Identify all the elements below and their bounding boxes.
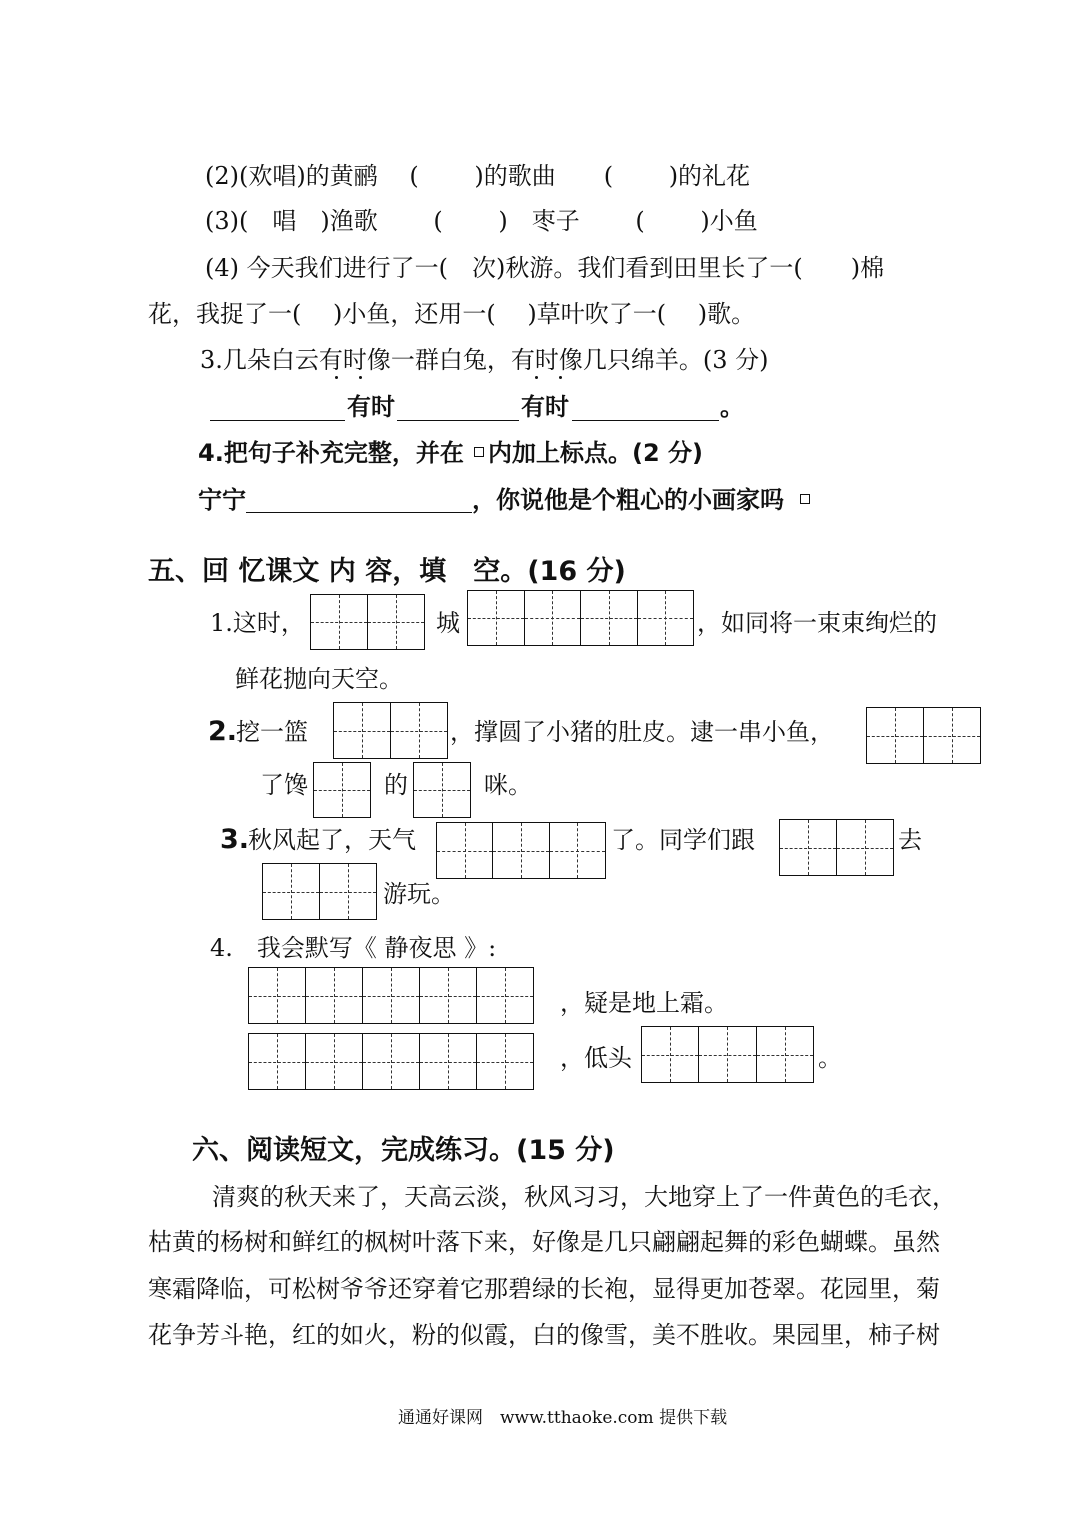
section-5-heading: 五、回 忆课文 内 容，填 空。(16 分): [148, 556, 626, 587]
writing-grid[interactable]: [333, 702, 448, 759]
s5-q1-pre: 1.这时，: [210, 609, 305, 637]
s5-q2-line2a: 了馋: [260, 771, 308, 799]
s5-q3-num: 3.: [220, 824, 250, 855]
emphasis-dot: [359, 376, 362, 379]
answer-blank[interactable]: [210, 420, 345, 421]
emphasis-dot: [535, 376, 538, 379]
writing-grid[interactable]: [310, 594, 425, 650]
q3-word-2: 有时: [521, 393, 569, 421]
punctuation-box[interactable]: [800, 494, 810, 504]
writing-grid[interactable]: [866, 707, 981, 764]
s5-q3-mid: 了。同学们跟: [611, 826, 755, 854]
page-footer: 通通好课网 www.tthaoke.com 提供下载: [398, 1408, 728, 1428]
writing-grid[interactable]: [313, 762, 371, 818]
q3-end: 。: [720, 393, 744, 421]
writing-grid[interactable]: [641, 1026, 814, 1083]
q2-line-3: (3)( 唱 )渔歌 ( ) 枣子 ( )小鱼: [205, 207, 758, 235]
answer-blank[interactable]: [572, 420, 719, 421]
writing-grid[interactable]: [248, 1033, 534, 1090]
s5-q4-line1-tail: ，疑是地上霜。: [560, 989, 728, 1017]
answer-blank[interactable]: [246, 512, 472, 513]
s5-q2-line2c: 咪。: [484, 771, 532, 799]
s5-q3-end: 去: [898, 826, 922, 854]
section-6-heading: 六、阅读短文，完成练习。(15 分): [192, 1135, 615, 1166]
punctuation-box[interactable]: [474, 447, 484, 457]
writing-grid[interactable]: [248, 967, 534, 1024]
s5-q2-pre: 挖一篮: [236, 718, 308, 746]
writing-grid[interactable]: [413, 762, 471, 818]
q4-prompt: 4.把句子补充完整，并在: [198, 439, 464, 467]
s5-q1-mid: 城: [436, 609, 460, 637]
s5-q4-line2-end: 。: [818, 1044, 842, 1072]
s5-q2-post: ，撑圆了小猪的肚皮。逮一串小鱼，: [450, 718, 834, 746]
q4-prompt-end: 内加上标点。(2 分): [488, 439, 703, 467]
reading-paragraph-line: 清爽的秋天来了，天高云淡，秋风习习，大地穿上了一件黄色的毛衣，: [212, 1183, 956, 1211]
reading-paragraph-line: 花争芳斗艳，红的如火，粉的似霞，白的像雪，美不胜收。果园里，柿子树: [148, 1321, 940, 1349]
q2-line-4a: (4) 今天我们进行了一( 次)秋游。我们看到田里长了一( )棉: [205, 254, 885, 282]
s5-q2-num: 2.: [208, 716, 238, 747]
writing-grid[interactable]: [779, 819, 894, 876]
s5-q3-line2: 游玩。: [383, 880, 455, 908]
s5-q1-line2: 鲜花抛向天空。: [235, 665, 403, 693]
emphasis-dot: [335, 376, 338, 379]
s5-q4-prompt: 4. 我会默写《 静夜思 》:: [210, 934, 497, 962]
q2-line-2: (2)(欢唱)的黄鹂 ( )的歌曲 ( )的礼花: [205, 162, 751, 190]
writing-grid[interactable]: [436, 822, 606, 879]
reading-paragraph-line: 枯黄的杨树和鲜红的枫树叶落下来，好像是几只翩翩起舞的彩色蝴蝶。虽然: [148, 1228, 940, 1256]
writing-grid[interactable]: [467, 590, 694, 646]
s5-q1-post: ，如同将一束束绚烂的: [697, 609, 937, 637]
reading-paragraph-line: 寒霜降临，可松树爷爷还穿着它那碧绿的长袍，显得更加苍翠。花园里，菊: [148, 1275, 940, 1303]
writing-grid[interactable]: [262, 863, 377, 920]
answer-blank[interactable]: [397, 420, 519, 421]
s5-q3-pre: 秋风起了，天气: [248, 826, 416, 854]
q3-word-1: 有时: [347, 393, 395, 421]
q4-tail: ，你说他是个粗心的小画家吗: [472, 486, 784, 514]
emphasis-dot: [559, 376, 562, 379]
s5-q2-line2b: 的: [384, 771, 408, 799]
q4-name: 宁宁: [198, 486, 246, 514]
s5-q4-line2-tail: ，低头: [560, 1044, 632, 1072]
q3-prompt: 3.几朵白云有时像一群白兔，有时像几只绵羊。(3 分): [200, 346, 769, 374]
q2-line-4b: 花，我捉了一( )小鱼，还用一( )草叶吹了一( )歌。: [148, 300, 756, 328]
